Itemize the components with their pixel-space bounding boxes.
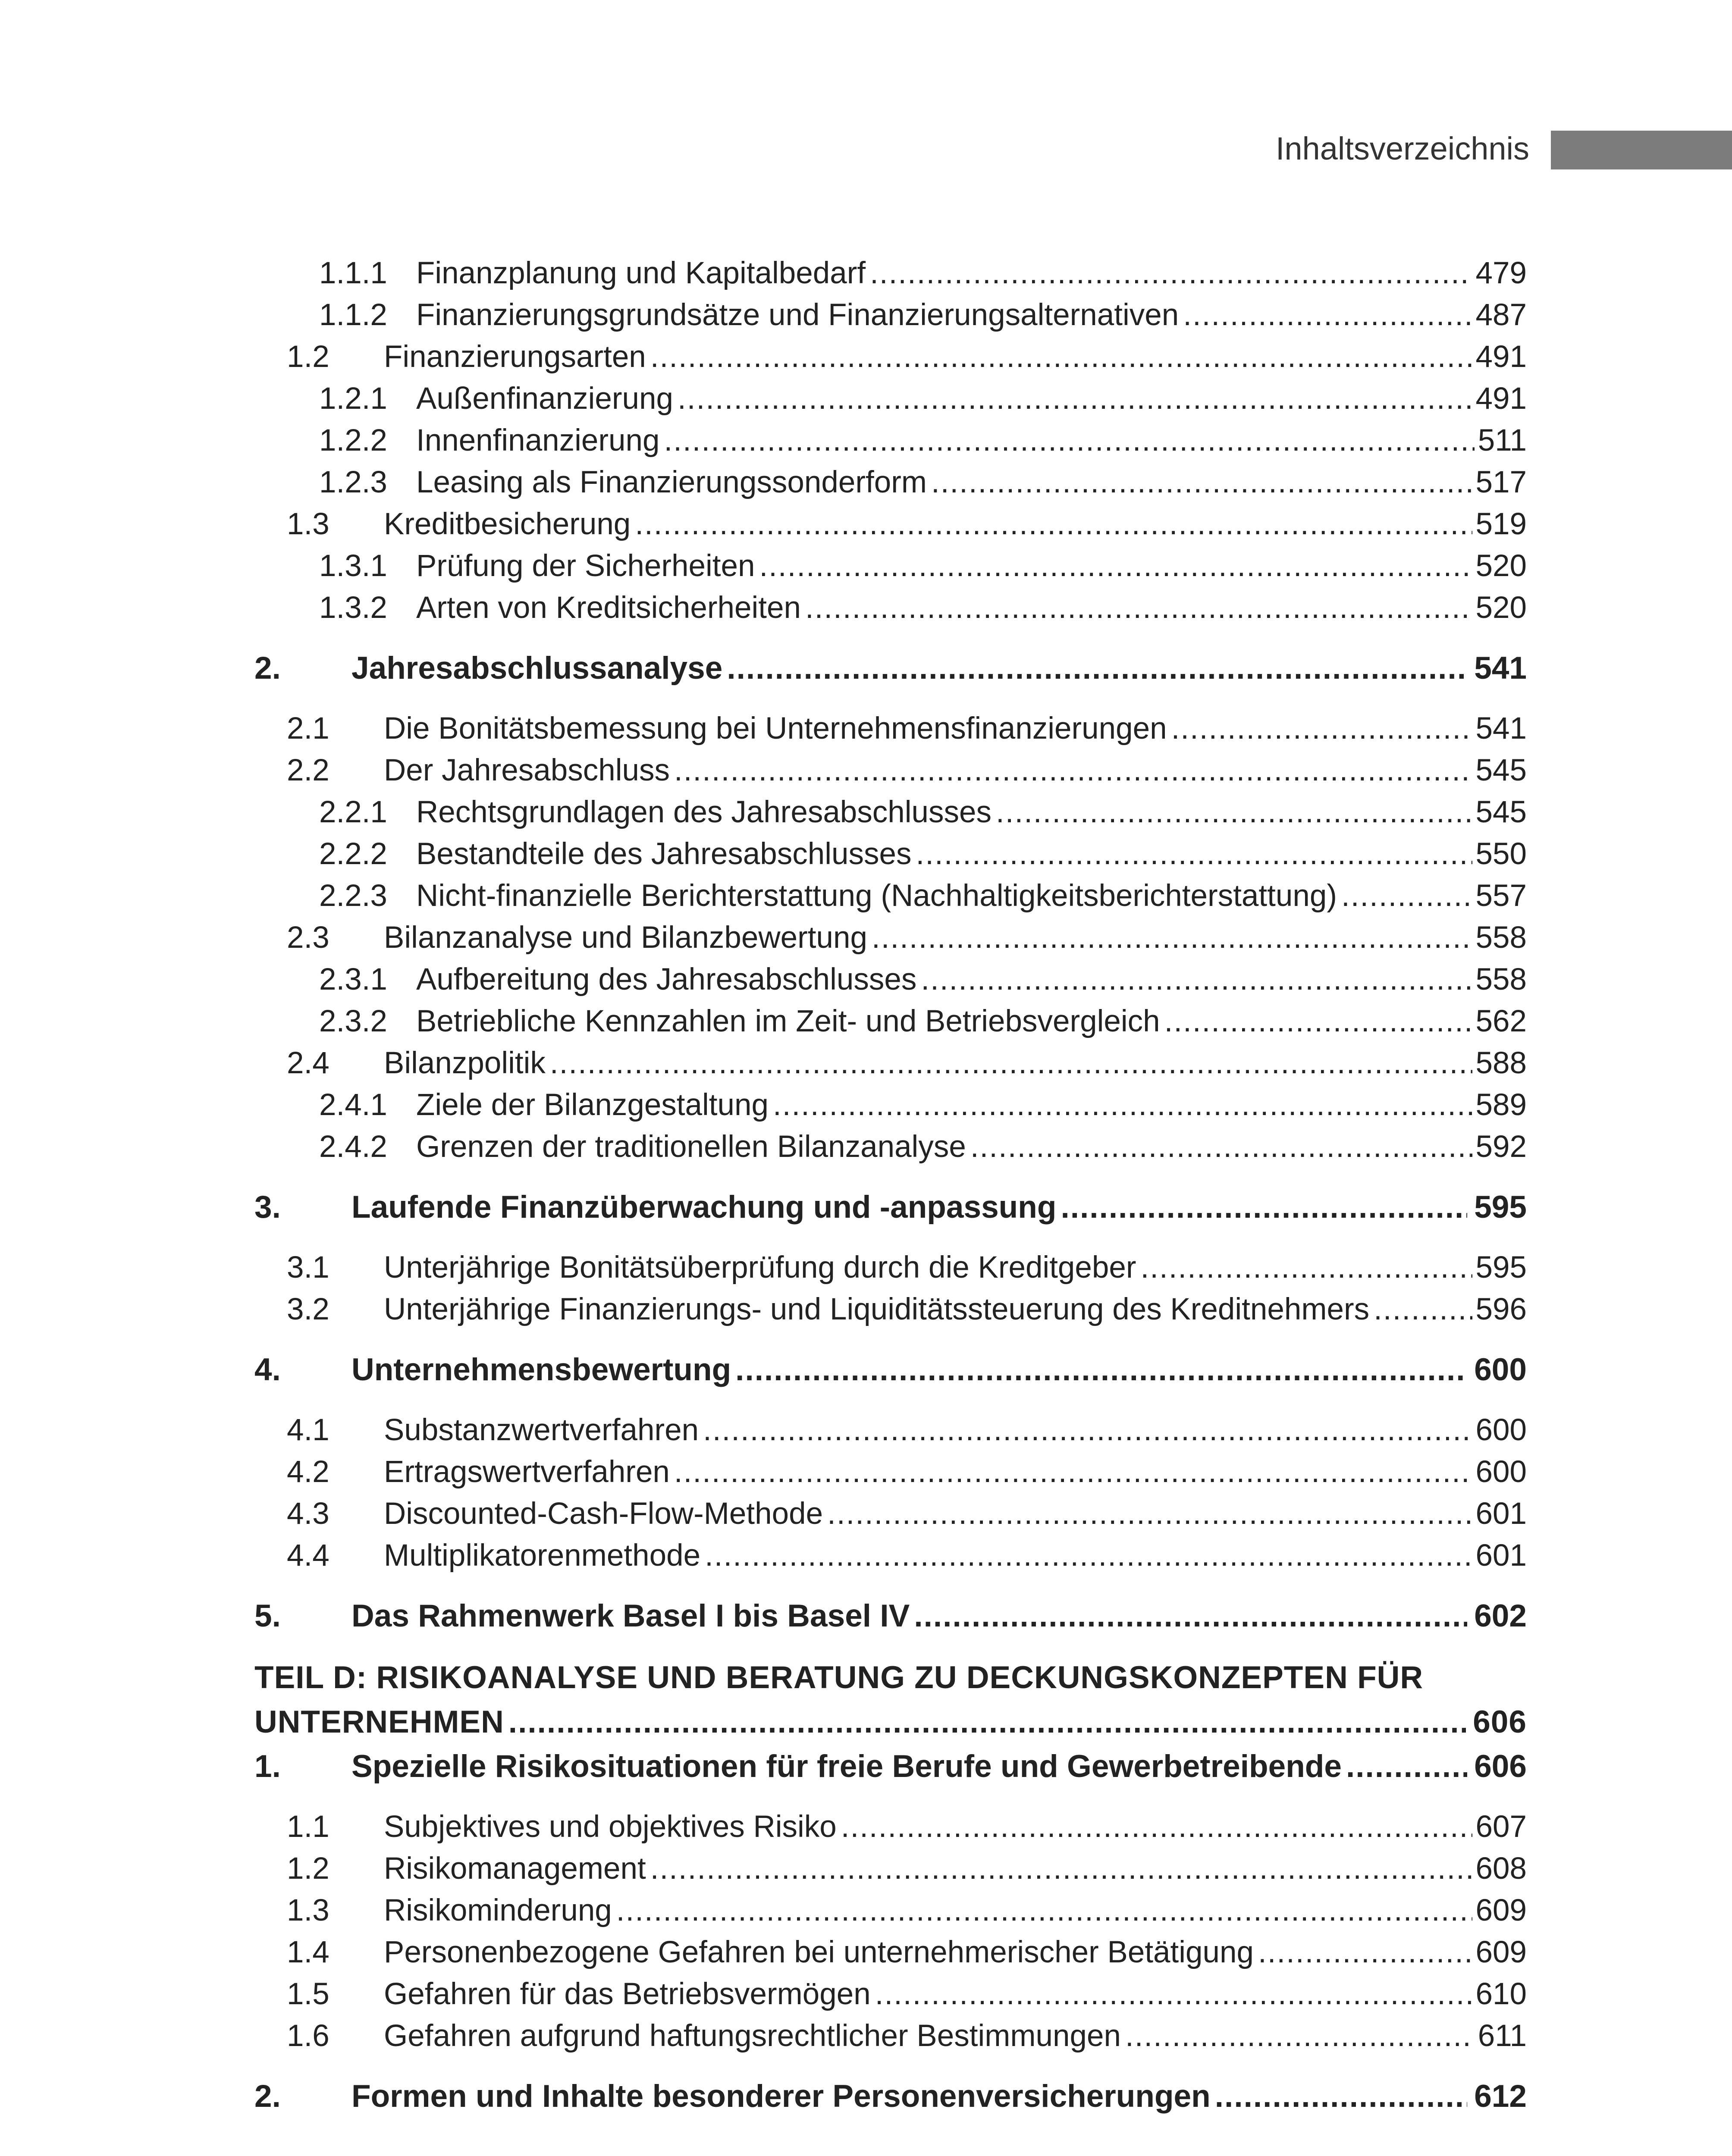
toc-entry-page: 487 (1475, 298, 1527, 332)
toc-entry[interactable] (254, 378, 1527, 420)
toc-entry[interactable] (254, 749, 1527, 791)
toc-leader (1171, 708, 1472, 749)
toc-entry-number: 1.3 (287, 507, 329, 541)
toc-leader (872, 917, 1472, 959)
toc-part-title-line2: UNTERNEHMEN (254, 1705, 504, 1739)
toc-entry[interactable] (254, 1451, 1527, 1493)
toc-entry-number: 1.2 (287, 1852, 329, 1886)
toc-entry[interactable] (254, 545, 1527, 587)
toc-entry-page: 609 (1475, 1935, 1527, 1969)
toc-entry-number: 1.2.2 (319, 423, 387, 458)
toc-entry-number: 2.3 (287, 921, 329, 955)
toc-entry-page: 517 (1475, 465, 1527, 499)
toc-entry-number: 2.4.1 (319, 1088, 387, 1122)
toc-entry-title: Die Bonitätsbemessung bei Unternehmensfinanzierungen (384, 711, 1167, 746)
toc-entry-number: 2.2.3 (319, 879, 387, 913)
toc-entry-page: 558 (1475, 962, 1527, 997)
toc-entry[interactable] (254, 1247, 1527, 1288)
toc-entry-page: 600 (1475, 1455, 1527, 1489)
toc-leader (650, 1848, 1472, 1890)
toc-entry-page: 519 (1475, 507, 1527, 541)
toc-entry[interactable] (254, 2015, 1527, 2057)
toc-entry[interactable] (254, 708, 1527, 749)
toc-entry[interactable] (254, 503, 1527, 545)
toc-entry-number: 2.1 (287, 711, 329, 746)
toc-leader (1341, 875, 1472, 917)
toc-entry-title: Betriebliche Kennzahlen im Zeit- und Betriebsvergleich (416, 1004, 1160, 1038)
toc-entry-title: Formen und Inhalte besonderer Personenversicherungen (351, 2079, 1211, 2114)
toc-leader (759, 545, 1472, 587)
toc-entry[interactable] (254, 420, 1527, 461)
toc-entry[interactable] (254, 1535, 1527, 1576)
toc-entry-title: Innenfinanzierung (416, 423, 660, 458)
toc-leader (1374, 1288, 1472, 1330)
toc-entry-title: Nicht-finanzielle Berichterstattung (Nachhaltigkeitsberichterstattung) (416, 879, 1337, 913)
toc-entry-title: Das Rahmenwerk Basel I bis Basel IV (351, 1598, 910, 1633)
toc-entry-number: 1.1 (287, 1810, 329, 1844)
toc-entry-page: 610 (1475, 1977, 1527, 2011)
toc-entry-number: 2.4.2 (319, 1130, 387, 1164)
toc-entry-page: 602 (1474, 1598, 1527, 1633)
toc-entry[interactable] (254, 336, 1527, 378)
toc-entry[interactable] (254, 917, 1527, 959)
toc-chapter[interactable] (254, 1348, 1527, 1392)
toc-entry-page: 608 (1475, 1852, 1527, 1886)
toc-entry-page: 589 (1475, 1088, 1527, 1122)
toc-entry-title: Spezielle Risikosituationen für freie Berufe und Gewerbetreibende (351, 1749, 1342, 1784)
table-of-contents (254, 252, 1527, 2118)
toc-entry-page: 545 (1475, 753, 1527, 787)
toc-entry-page: 607 (1475, 1810, 1527, 1844)
toc-leader (970, 1126, 1472, 1168)
toc-entry-title: Multiplikatorenmethode (384, 1539, 701, 1573)
toc-entry[interactable] (254, 1126, 1527, 1168)
toc-part-heading[interactable] (254, 1655, 1527, 1744)
toc-entry[interactable] (254, 1493, 1527, 1535)
toc-entry[interactable] (254, 294, 1527, 336)
toc-entry-page: 562 (1475, 1004, 1527, 1038)
toc-leader (674, 1451, 1472, 1493)
toc-entry-page: 491 (1475, 382, 1527, 416)
toc-entry-page: 545 (1475, 795, 1527, 829)
toc-entry[interactable] (254, 1806, 1527, 1848)
toc-entry-number: 2. (254, 651, 281, 686)
toc-entry-page: 491 (1475, 340, 1527, 374)
toc-entry[interactable] (254, 959, 1527, 1000)
toc-leader (921, 959, 1472, 1000)
toc-leader (916, 833, 1472, 875)
toc-leader (727, 646, 1467, 690)
toc-entry-title: Bilanzpolitik (384, 1046, 546, 1080)
toc-entry-page: 600 (1474, 1352, 1527, 1387)
toc-entry[interactable] (254, 875, 1527, 917)
toc-chapter[interactable] (254, 1594, 1527, 1638)
toc-entry-number: 2. (254, 2079, 281, 2114)
toc-entry-title: Bilanzanalyse und Bilanzbewertung (384, 921, 867, 955)
toc-entry-page: 601 (1475, 1497, 1527, 1531)
header-bar (1551, 131, 1732, 169)
toc-entry-title: Kreditbesicherung (384, 507, 631, 541)
toc-entry-title: Finanzierungsgrundsätze und Finanzierungsalternativen (416, 298, 1179, 332)
toc-entry-page: 541 (1475, 711, 1527, 746)
toc-entry-title: Bestandteile des Jahresabschlusses (416, 837, 912, 871)
toc-chapter[interactable] (254, 1744, 1527, 1789)
toc-entry[interactable] (254, 1288, 1527, 1330)
toc-chapter[interactable] (254, 1185, 1527, 1229)
toc-entry-number: 2.2.2 (319, 837, 387, 871)
toc-entry-number: 1.3.1 (319, 549, 387, 583)
toc-entry-number: 1. (254, 1749, 281, 1784)
toc-leader (1141, 1247, 1472, 1288)
toc-entry-page: 479 (1475, 256, 1527, 290)
toc-entry-title: Ertragswertverfahren (384, 1455, 670, 1489)
toc-entry-page: 611 (1478, 2019, 1527, 2053)
toc-entry-page: 595 (1475, 1250, 1527, 1285)
toc-entry-title: Arten von Kreditsicherheiten (416, 591, 801, 625)
toc-leader (504, 1700, 1466, 1744)
toc-entry-title: Substanzwertverfahren (384, 1413, 699, 1447)
toc-entry[interactable] (254, 1848, 1527, 1890)
toc-entry-number: 5. (254, 1598, 281, 1633)
toc-entry-title: Der Jahresabschluss (384, 753, 670, 787)
toc-entry-title: Laufende Finanzüberwachung und -anpassung (351, 1190, 1057, 1225)
toc-leader (914, 1594, 1467, 1638)
toc-part-title-line1: TEIL D: RISIKOANALYSE UND BERATUNG ZU DECKUNGSKONZEPTEN FÜR (254, 1660, 1424, 1695)
toc-leader (678, 378, 1472, 420)
toc-entry-number: 4.2 (287, 1455, 329, 1489)
toc-entry-title: Leasing als Finanzierungssonderform (416, 465, 927, 499)
toc-entry[interactable] (254, 1973, 1527, 2015)
toc-leader (773, 1084, 1472, 1126)
toc-entry-number: 4.4 (287, 1539, 329, 1573)
toc-entry-title: Prüfung der Sicherheiten (416, 549, 755, 583)
toc-entry-title: Rechtsgrundlagen des Jahresabschlusses (416, 795, 992, 829)
toc-leader (870, 252, 1472, 294)
toc-entry-number: 4.3 (287, 1497, 329, 1531)
toc-leader (705, 1535, 1472, 1576)
toc-entry-number: 1.3 (287, 1893, 329, 1927)
toc-entry-title: Jahresabschlussanalyse (351, 651, 723, 686)
toc-entry-page: 601 (1475, 1539, 1527, 1573)
toc-entry-page: 520 (1475, 591, 1527, 625)
toc-entry-title: Gefahren für das Betriebsvermögen (384, 1977, 871, 2011)
toc-entry-number: 1.1.2 (319, 298, 387, 332)
toc-part-title-line2-row (254, 1700, 1527, 1744)
toc-leader (996, 791, 1472, 833)
toc-entry-number: 2.2.1 (319, 795, 387, 829)
toc-entry[interactable] (254, 1042, 1527, 1084)
toc-entry[interactable] (254, 1409, 1527, 1451)
toc-entry-title: Risikominderung (384, 1893, 612, 1927)
toc-entry[interactable] (254, 1931, 1527, 1973)
toc-chapter[interactable] (254, 646, 1527, 690)
toc-leader (703, 1409, 1472, 1451)
page-header (0, 125, 1732, 172)
toc-entry-page: 588 (1475, 1046, 1527, 1080)
toc-leader (841, 1806, 1472, 1848)
toc-entry-title: Discounted-Cash-Flow-Methode (384, 1497, 823, 1531)
toc-entry-number: 2.4 (287, 1046, 329, 1080)
toc-entry-page: 520 (1475, 549, 1527, 583)
toc-entry[interactable] (254, 252, 1527, 294)
toc-entry[interactable] (254, 1890, 1527, 1931)
toc-leader (1215, 2074, 1467, 2118)
toc-entry-page: 612 (1474, 2079, 1527, 2114)
toc-leader (1061, 1185, 1467, 1229)
toc-leader (650, 336, 1472, 378)
toc-entry-title: Unternehmensbewertung (351, 1352, 731, 1387)
toc-chapter[interactable] (254, 2074, 1527, 2118)
toc-leader (875, 1973, 1472, 2015)
toc-entry-page: 596 (1475, 1292, 1527, 1326)
toc-leader (735, 1348, 1467, 1392)
toc-entry-page: 541 (1474, 651, 1527, 686)
toc-leader (1258, 1931, 1472, 1973)
toc-leader (1125, 2015, 1475, 2057)
toc-entry[interactable] (254, 791, 1527, 833)
toc-entry-number: 1.6 (287, 2019, 329, 2053)
toc-leader (664, 420, 1475, 461)
toc-leader (1183, 294, 1472, 336)
toc-entry[interactable] (254, 587, 1527, 629)
toc-entry-number: 1.5 (287, 1977, 329, 2011)
toc-entry-page: 600 (1475, 1413, 1527, 1447)
toc-entry-number: 4. (254, 1352, 281, 1387)
toc-entry-title: Aufbereitung des Jahresabschlusses (416, 962, 917, 997)
toc-entry-title: Unterjährige Bonitätsüberprüfung durch die Kreditgeber (384, 1250, 1136, 1285)
toc-entry-title: Grenzen der traditionellen Bilanzanalyse (416, 1130, 966, 1164)
toc-entry-title: Außenfinanzierung (416, 382, 674, 416)
toc-entry-number: 1.1.1 (319, 256, 387, 290)
toc-entry-title: Ziele der Bilanzgestaltung (416, 1088, 769, 1122)
toc-entry-number: 2.3.2 (319, 1004, 387, 1038)
toc-entry-title: Personenbezogene Gefahren bei unternehmerischer Betätigung (384, 1935, 1254, 1969)
toc-leader (1346, 1744, 1467, 1789)
toc-entry-number: 2.2 (287, 753, 329, 787)
running-header-title: Inhaltsverzeichnis (1275, 131, 1529, 166)
toc-leader (931, 461, 1472, 503)
toc-entry-number: 2.3.1 (319, 962, 387, 997)
toc-entry[interactable] (254, 833, 1527, 875)
toc-entry-title: Finanzplanung und Kapitalbedarf (416, 256, 866, 290)
toc-entry-number: 1.2.3 (319, 465, 387, 499)
toc-entry-page: 606 (1474, 1749, 1527, 1784)
toc-leader (550, 1042, 1472, 1084)
toc-entry[interactable] (254, 461, 1527, 503)
toc-entry-title: Gefahren aufgrund haftungsrechtlicher Bestimmungen (384, 2019, 1121, 2053)
toc-entry[interactable] (254, 1084, 1527, 1126)
toc-entry-number: 3. (254, 1190, 281, 1225)
toc-entry-number: 1.2.1 (319, 382, 387, 416)
toc-entry-title: Subjektives und objektives Risiko (384, 1810, 837, 1844)
toc-entry-page: 558 (1475, 921, 1527, 955)
toc-leader (827, 1493, 1472, 1535)
toc-entry-page: 609 (1475, 1893, 1527, 1927)
toc-entry-page: 606 (1473, 1705, 1527, 1739)
toc-entry-number: 4.1 (287, 1413, 329, 1447)
toc-entry-title: Finanzierungsarten (384, 340, 646, 374)
toc-entry-title: Unterjährige Finanzierungs- und Liquiditätssteuerung des Kreditnehmers (384, 1292, 1370, 1326)
toc-entry-page: 557 (1475, 879, 1527, 913)
toc-entry-page: 595 (1474, 1190, 1527, 1225)
toc-leader (616, 1890, 1472, 1931)
toc-entry[interactable] (254, 1000, 1527, 1042)
toc-entry-page: 592 (1475, 1130, 1527, 1164)
toc-entry-page: 511 (1478, 423, 1527, 458)
toc-leader (805, 587, 1472, 629)
toc-leader (674, 749, 1472, 791)
toc-entry-page: 550 (1475, 837, 1527, 871)
toc-entry-title: Risikomanagement (384, 1852, 646, 1886)
toc-leader (1164, 1000, 1472, 1042)
toc-entry-number: 1.4 (287, 1935, 329, 1969)
toc-entry-number: 1.3.2 (319, 591, 387, 625)
toc-entry-number: 3.2 (287, 1292, 329, 1326)
toc-entry-number: 1.2 (287, 340, 329, 374)
toc-leader (635, 503, 1472, 545)
toc-entry-number: 3.1 (287, 1250, 329, 1285)
